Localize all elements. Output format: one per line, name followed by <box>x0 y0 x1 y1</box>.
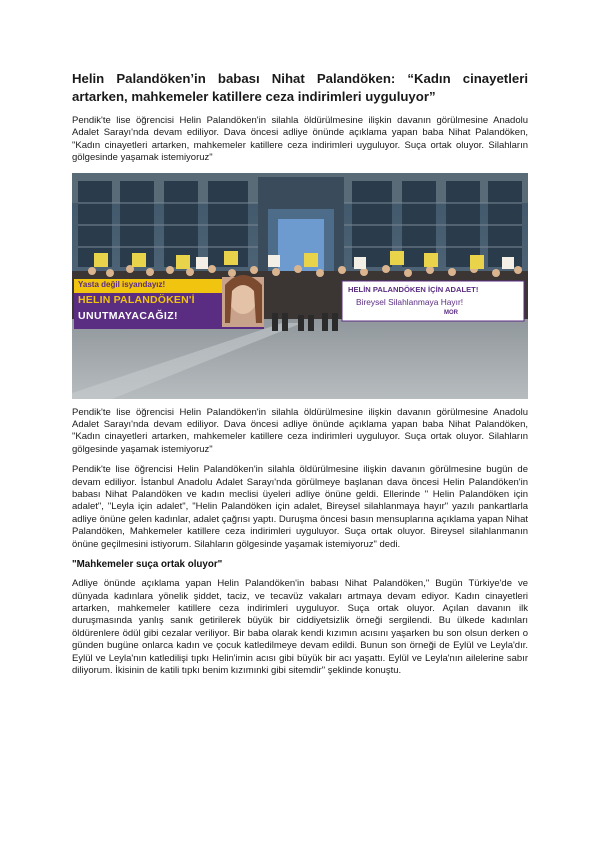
banner-right-top: HELİN PALANDÖKEN İÇİN ADALET! <box>348 284 479 294</box>
banner-left-top: Yasta değil isyandayız! <box>78 279 166 289</box>
banner-left-name: HELIN PALANDÖKEN'İ <box>78 293 195 306</box>
banner-right-logo: MOR <box>444 309 458 316</box>
banner-left-bottom: UNUTMAYACAĞIZ! <box>78 309 178 322</box>
article-body-1: Pendik'te lise öğrencisi Helin Palandöken'in silahla öldürülmesine ilişkin davanın görülmesine bugün de devam ediliyor. İstanbul Anadolu Adalet Sarayı'nda görülmeye başlanan dava öncesi Helin Palandöken'in babası Nihat Palandöken ve kadın meclisi üyeleri adliye önüne geldi. Ellerinde " Helin Palandöken için adalet", "Leyla için adalet", "Helin Palandöken için adalet, Bireysel silahlanmaya hayır" yazılı pankartlarla adliye önüne gelen kadınlar, adalet çağrısı yaptı. Duruşma öncesi basın mensuplarına açıklama yapan Nihat Palandöken, Mahkemeler katillere ceza indirimleri uyguluyor. Suça ortak oluyor. Bireysel silahlanmanın önüne geçilmesini istiyorum. Silahların gölgesinde yaşamak istemiyoruz" dedi. <box>72 464 528 550</box>
article-body-2: Adliye önünde açıklama yapan Helin Palandöken'in babası Nihat Palandöken," Bugün Türkiye'de ve dünyada kadınlara yönelik şiddet, taciz, ve tecavüz vakaları artmaya devam ediyor. Kadın cinayetleri artarken, mahkemeler katillere ceza indirimleri uyguluyor. Suça ortak oluyor. Açılan davanın ilk duruşmasında yanlış sanık getirilerek büyük bir ciddiyetsizlik örneği sergilendi. Bu ülkede kadınları öldürenlere ödül gibi cezalar veriliyor. Bir baba olarak kendi kızımın acısını yaşarken bu son olsun derken o günden bugüne onlarca kadın ve çocuk katledilmeye devam edildi. Bunun son örneği de Eylül ve Leyla'dır. Eylül ve Leyla'nın katledilişi tıpkı Helin'imin acısı gibi büyük bir acı yaşattı. Eylül ve Leyla'nın ailelerine sabır diliyorum. İkisinin de katili tıpkı benim kızımınki gibi sitemdir" şeklinde konuştu. <box>72 578 528 676</box>
article-title: Helin Palandöken’in babası Nihat Palandöken: “Kadın cinayetleri artarken, mahkemeler katillere ceza indirimleri uyguluyor” <box>72 71 528 104</box>
article-lead: Pendik'te lise öğrencisi Helin Palandöken'in silahla öldürülmesine ilişkin davanın görülmesine Anadolu Adalet Sarayı'nda devam ediliyor. Dava öncesi adliye önünde açıklama yapan baba Nihat Palandöken, "Kadın cinayetleri artarken, mahkemeler katillere ceza indirimleri uyguluyor. Suça ortak oluyor. Silahların gölgesinde yaşamak istemiyoruz" <box>72 115 528 164</box>
banner-right-bottom: Bireysel Silahlanmaya Hayır! <box>356 296 464 307</box>
protest-photo <box>72 173 528 399</box>
article-subheading: "Mahkemeler suça ortak oluyor" <box>72 559 223 571</box>
article <box>72 70 528 685</box>
photo-caption: Pendik'te lise öğrencisi Helin Palandöken'in silahla öldürülmesine ilişkin davanın görülmesine Anadolu Adalet Sarayı'nda devam ediliyor. Dava öncesi adliye önünde açıklama yapan baba Nihat Palandöken, "Kadın cinayetleri artarken, mahkemeler katillere ceza indirimleri uyguluyor. Suça ortak oluyor. Silahların gölgesinde yaşamak istemiyoruz" <box>72 406 528 455</box>
